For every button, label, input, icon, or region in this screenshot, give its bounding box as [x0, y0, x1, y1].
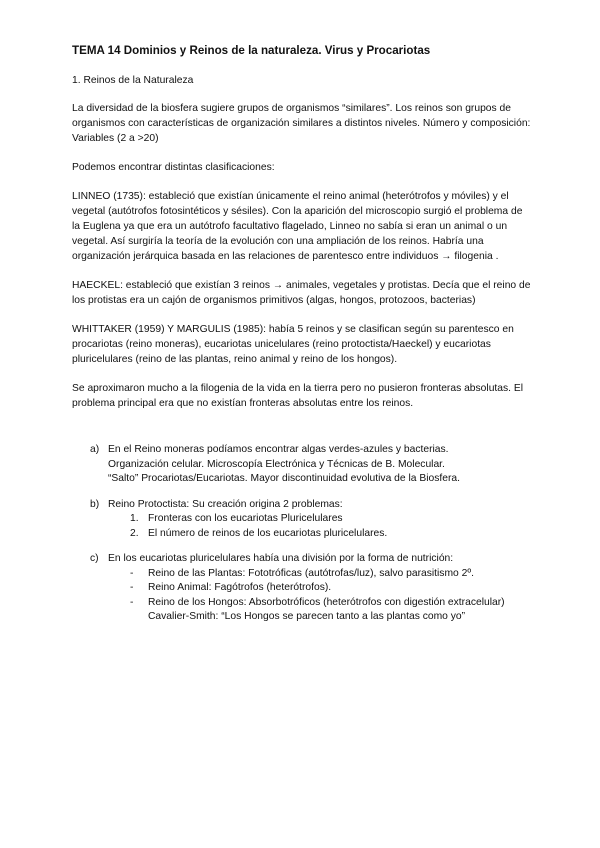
list-item-a: [90, 443, 532, 487]
sublist-item: [108, 527, 532, 542]
haeckel-paragraph: HAECKEL: estableció que existían 3 reinos → animales, vegetales y protistas. Decía que el reino de los protistas era un cajón de organismos primitivos (algas, hongos, protozoos, bacterias): [72, 280, 531, 306]
list-line: Reino Protoctista: Su creación origina 2 problemas:: [108, 498, 343, 510]
sublist-marker: 1.: [130, 513, 139, 524]
document-title: TEMA 14 Dominios y Reinos de la naturaleza. Virus y Procariotas: [72, 44, 431, 57]
spacer: [72, 425, 532, 443]
list-marker: c): [90, 553, 99, 564]
list-marker: a): [90, 444, 100, 455]
sublist-marker: -: [130, 596, 134, 608]
sublist-marker: -: [130, 582, 134, 593]
list-line: Organización celular. Microscopía Electrónica y Técnicas de B. Molecular.: [108, 458, 445, 470]
list-item-b: [90, 498, 532, 542]
conclusion-paragraph: Se aproximaron mucho a la filogenia de la vida en la tierra pero no pusieron fronteras absolutas. El problema principal era que no existían fronteras absolutas entre los reinos.: [72, 383, 524, 409]
cavalier-smith-quote: Cavalier-Smith: “Los Hongos se parecen tanto a las plantas como yo”: [148, 611, 466, 622]
list-line: En el Reino moneras podíamos encontrar algas verdes-azules y bacterias.: [108, 444, 449, 455]
numbered-sublist: [108, 512, 532, 541]
list-item-c: [90, 552, 532, 625]
linneo-paragraph: LINNEO (1735): estableció que existían únicamente el reino animal (heterótrofos y móviles) y el vegetal (autótrofos fotosintéticos y sésiles). Con la aparición del microscopio surgió el problema de la Euglena ya que era un autótrofo facultativo flagelado, Linneo no sabía si eran un animal o un vegetal. Así surgiría la teoría de la evolución con una ampliación de los reinos. Habría una organización jerárquica basada en las relaciones de parentesco entre individuos → filogenia .: [72, 191, 523, 262]
list-line: “Salto” Procariotas/Eucariotas. Mayor discontinuidad evolutiva de la Biosfera.: [108, 473, 460, 484]
whittaker-paragraph: WHITTAKER (1959) Y MARGULIS (1985): había 5 reinos y se clasifican según su parentesco en procariotas (reino moneras), eucariotas unicelulares (reino protoctista/Haeckel) y eucariotas pluricelulares (reino de las plantas, reino animal y reino de los hongos).: [72, 324, 514, 365]
document-page: [72, 44, 532, 637]
dash-sublist: [108, 567, 532, 625]
sublist-text: Reino Animal: Fagótrofos (heterótrofos).: [148, 582, 332, 593]
sublist-text: Reino de los Hongos: Absorbotróficos (heterótrofos con digestión extracelular): [148, 596, 505, 608]
sublist-marker: 2.: [130, 527, 139, 539]
sublist-marker: -: [130, 567, 134, 579]
sublist-item: [108, 581, 532, 596]
sublist-item: [108, 567, 532, 582]
section-heading: 1. Reinos de la Naturaleza: [72, 75, 194, 86]
sublist-text: El número de reinos de los eucariotas pluricelulares.: [148, 527, 388, 539]
sublist-text: Reino de las Plantas: Fototróficas (autótrofas/luz), salvo parasitismo 2º.: [148, 567, 474, 579]
sublist-item: [108, 512, 532, 527]
list-marker: b): [90, 498, 100, 510]
list-line: En los eucariotas pluricelulares había una división por la forma de nutrición:: [108, 553, 454, 564]
sublist-item: [108, 596, 532, 625]
sublist-text: Fronteras con los eucariotas Pluricelulares: [148, 513, 343, 524]
lettered-list: [90, 443, 532, 625]
classifications-intro: Podemos encontrar distintas clasificaciones:: [72, 162, 275, 173]
intro-paragraph: La diversidad de la biosfera sugiere grupos de organismos “similares”. Los reinos son grupos de organismos con características de organización similares a distintos niveles. Número y composición: Variables (2 a >20): [72, 103, 531, 144]
